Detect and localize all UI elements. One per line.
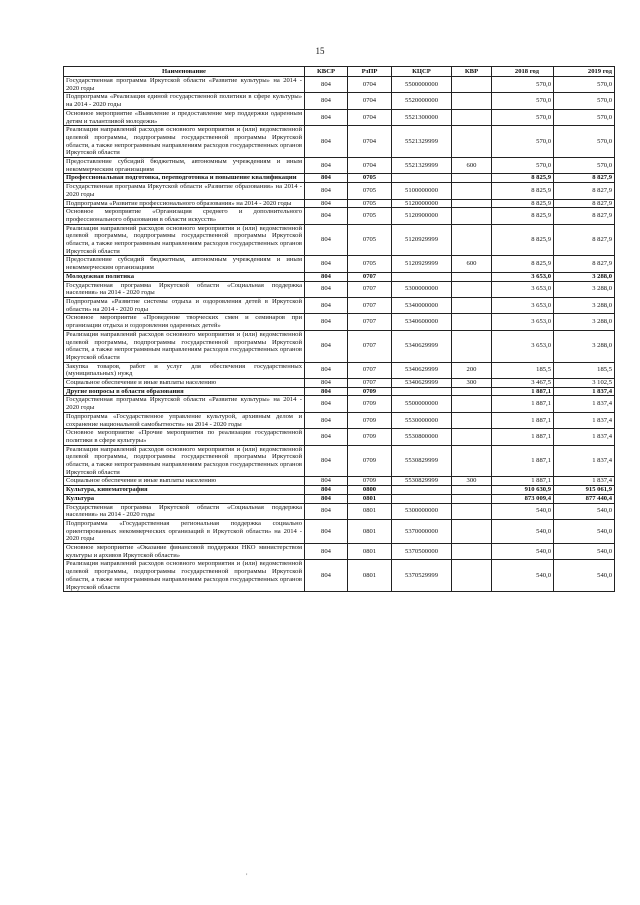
cell-rzpr: 0705: [348, 183, 392, 199]
cell-kvr: [452, 445, 492, 477]
cell-2019: 1 837,4: [554, 477, 615, 486]
cell-kvsr: 804: [305, 477, 348, 486]
cell-rzpr: 0800: [348, 486, 392, 495]
cell-kcsr: 5370500000: [392, 544, 452, 560]
cell-rzpr: 0801: [348, 560, 392, 592]
cell-name: Профессиональная подготовка, переподготовка и повышение квалификации: [64, 174, 305, 183]
cell-2019: 570,0: [554, 109, 615, 125]
cell-name: Государственная программа Иркутской области «Социальная поддержка населения» на 2014 - 2020 годы: [64, 503, 305, 519]
cell-name: Социальное обеспечение и иные выплаты населению: [64, 477, 305, 486]
cell-rzpr: 0704: [348, 109, 392, 125]
cell-rzpr: 0709: [348, 477, 392, 486]
cell-name: Реализация направлений расходов основного мероприятия и (или) ведомственной целевой программы, подпрограммы государственной программы Иркутской области, а также непрограммным направлениям расходов государственных органов Иркутской области: [64, 330, 305, 362]
cell-kcsr: 5530800000: [392, 429, 452, 445]
table-row: [64, 77, 615, 93]
cell-rzpr: 0709: [348, 387, 392, 396]
header-kcsr: КЦСР: [392, 67, 452, 77]
cell-rzpr: 0709: [348, 445, 392, 477]
cell-2018: 570,0: [492, 77, 554, 93]
cell-kvr: 600: [452, 256, 492, 272]
cell-kcsr: 5370529999: [392, 560, 452, 592]
cell-name: Реализация направлений расходов основного мероприятия и (или) ведомственной целевой программы, подпрограммы государственной программы Иркутской области, а также непрограммным направлениям расходов государственных органов Иркутской области: [64, 445, 305, 477]
cell-2018: 8 825,9: [492, 256, 554, 272]
cell-name: Основное мероприятие «Оказание финансовой поддержки НКО министерством культуры и архивов Иркутской области»: [64, 544, 305, 560]
cell-name: Подпрограмма «Государственная региональная поддержка социально ориентированных некоммерческих организаций в Иркутской области» на 2014 - 2020 годы: [64, 519, 305, 543]
cell-rzpr: 0705: [348, 224, 392, 256]
cell-kvsr: 804: [305, 494, 348, 503]
table-row: [64, 560, 615, 592]
cell-kvr: [452, 544, 492, 560]
cell-2018: 8 825,9: [492, 224, 554, 256]
cell-kvsr: 804: [305, 560, 348, 592]
cell-rzpr: 0709: [348, 429, 392, 445]
cell-rzpr: 0709: [348, 412, 392, 428]
cell-2019: 3 288,0: [554, 297, 615, 313]
cell-name: Предоставление субсидий бюджетным, автономным учреждениям и иным некоммерческим организациям: [64, 256, 305, 272]
cell-2019: 3 102,5: [554, 379, 615, 388]
cell-2018: 1 887,1: [492, 429, 554, 445]
cell-rzpr: 0704: [348, 126, 392, 158]
cell-2019: 540,0: [554, 544, 615, 560]
table-row: [64, 199, 615, 208]
cell-rzpr: 0709: [348, 396, 392, 412]
cell-kvsr: 804: [305, 362, 348, 378]
cell-kvr: 600: [452, 158, 492, 174]
cell-2018: 540,0: [492, 544, 554, 560]
cell-name: Государственная программа Иркутской области «Развитие образования» на 2014 - 2020 годы: [64, 183, 305, 199]
cell-name: Закупка товаров, работ и услуг для обеспечения государственных (муниципальных) нужд: [64, 362, 305, 378]
cell-2018: 8 825,9: [492, 174, 554, 183]
cell-kcsr: 5521300000: [392, 109, 452, 125]
cell-2018: 3 653,0: [492, 297, 554, 313]
cell-kcsr: 5120929999: [392, 224, 452, 256]
cell-kvr: [452, 272, 492, 281]
cell-name: Реализация направлений расходов основного мероприятия и (или) ведомственной целевой программы, подпрограммы государственной программы Иркутской области, а также непрограммным направлениям расходов государственных органов Иркутской области: [64, 224, 305, 256]
table-row: [64, 519, 615, 543]
cell-kvsr: 804: [305, 519, 348, 543]
cell-name: Подпрограмма «Развитие профессионального образования» на 2014 - 2020 годы: [64, 199, 305, 208]
cell-kvr: [452, 109, 492, 125]
cell-name: Культура, кинематография: [64, 486, 305, 495]
cell-kcsr: 5370000000: [392, 519, 452, 543]
cell-kvr: [452, 519, 492, 543]
cell-kcsr: 5340600000: [392, 314, 452, 330]
cell-rzpr: 0704: [348, 158, 392, 174]
cell-2018: 873 009,4: [492, 494, 554, 503]
table-row: [64, 208, 615, 224]
table-row: [64, 330, 615, 362]
cell-name: Основное мероприятие «Организация среднего и дополнительного профессионального образования в области искусств»: [64, 208, 305, 224]
cell-kvsr: 804: [305, 272, 348, 281]
cell-kcsr: [392, 174, 452, 183]
cell-kvsr: 804: [305, 126, 348, 158]
cell-kvsr: 804: [305, 77, 348, 93]
cell-rzpr: 0707: [348, 379, 392, 388]
cell-2018: 910 630,9: [492, 486, 554, 495]
table-section-row: [64, 174, 615, 183]
cell-kvsr: 804: [305, 281, 348, 297]
cell-kcsr: 5120000000: [392, 199, 452, 208]
cell-2019: 1 837,4: [554, 429, 615, 445]
cell-kvr: [452, 297, 492, 313]
cell-2019: 570,0: [554, 77, 615, 93]
cell-rzpr: 0707: [348, 314, 392, 330]
header-2018: 2018 год: [492, 67, 554, 77]
cell-name: Государственная программа Иркутской области «Развитие культуры» на 2014 - 2020 годы: [64, 396, 305, 412]
cell-kvsr: 804: [305, 486, 348, 495]
cell-kvsr: 804: [305, 109, 348, 125]
cell-kvr: [452, 199, 492, 208]
cell-kvr: [452, 503, 492, 519]
table-row: [64, 412, 615, 428]
cell-name: Основное мероприятие «Выявление и предоставление мер поддержки одаренным детям и талантливой молодежи»: [64, 109, 305, 125]
page-number: 15: [315, 46, 325, 56]
cell-rzpr: 0801: [348, 503, 392, 519]
cell-kvr: [452, 281, 492, 297]
cell-2018: 1 887,1: [492, 445, 554, 477]
table-row: [64, 183, 615, 199]
cell-kvr: [452, 77, 492, 93]
cell-kcsr: 5300000000: [392, 281, 452, 297]
header-kvsr: КВСР: [305, 67, 348, 77]
cell-rzpr: 0801: [348, 494, 392, 503]
cell-rzpr: 0707: [348, 330, 392, 362]
cell-2018: 3 653,0: [492, 330, 554, 362]
cell-2018: 570,0: [492, 158, 554, 174]
table-row: [64, 362, 615, 378]
cell-name: Предоставление субсидий бюджетным, автономным учреждениям и иным некоммерческим организациям: [64, 158, 305, 174]
cell-rzpr: 0704: [348, 93, 392, 109]
cell-kvsr: 804: [305, 93, 348, 109]
cell-kvsr: 804: [305, 445, 348, 477]
cell-2019: 877 440,4: [554, 494, 615, 503]
cell-2019: 8 827,9: [554, 183, 615, 199]
cell-kvr: 200: [452, 362, 492, 378]
cell-2018: 8 825,9: [492, 199, 554, 208]
cell-kvr: [452, 560, 492, 592]
cell-rzpr: 0707: [348, 297, 392, 313]
cell-rzpr: 0707: [348, 281, 392, 297]
cell-rzpr: 0704: [348, 77, 392, 93]
cell-2019: 570,0: [554, 126, 615, 158]
table-row: [64, 224, 615, 256]
cell-rzpr: 0705: [348, 256, 392, 272]
table-row: [64, 445, 615, 477]
cell-name: Государственная программа Иркутской области «Развитие культуры» на 2014 - 2020 годы: [64, 77, 305, 93]
cell-2019: 3 288,0: [554, 330, 615, 362]
cell-name: Культура: [64, 494, 305, 503]
cell-kvr: [452, 224, 492, 256]
cell-kvr: [452, 174, 492, 183]
cell-kvsr: 804: [305, 314, 348, 330]
cell-kcsr: 5340629999: [392, 379, 452, 388]
cell-2018: 1 887,1: [492, 387, 554, 396]
cell-name: Основное мероприятие «Проведение творческих смен и семинаров при организации отдыха и оздоровления одаренных детей»: [64, 314, 305, 330]
cell-rzpr: 0707: [348, 272, 392, 281]
cell-kcsr: 5500000000: [392, 77, 452, 93]
cell-kvsr: 804: [305, 387, 348, 396]
header-2019: 2019 год: [554, 67, 615, 77]
cell-2018: 1 887,1: [492, 477, 554, 486]
cell-name: Реализация направлений расходов основного мероприятия и (или) ведомственной целевой программы, подпрограммы государственной программы Иркутской области, а также непрограммным направлениям расходов государственных органов Иркутской области: [64, 126, 305, 158]
cell-kcsr: [392, 494, 452, 503]
cell-2018: 570,0: [492, 109, 554, 125]
budget-table: [63, 66, 615, 592]
cell-kcsr: 5530829999: [392, 477, 452, 486]
cell-kvr: [452, 396, 492, 412]
cell-name: Подпрограмма «Государственное управление культурой, архивным делом и сохранение национальной самобытности» на 2014 - 2020 годы: [64, 412, 305, 428]
table-row: [64, 93, 615, 109]
cell-2018: 8 825,9: [492, 208, 554, 224]
table-row: [64, 396, 615, 412]
cell-kvr: [452, 387, 492, 396]
table-row: [64, 281, 615, 297]
cell-2019: 570,0: [554, 158, 615, 174]
cell-kcsr: 5120900000: [392, 208, 452, 224]
header-name: Наименование: [64, 67, 305, 77]
cell-kcsr: [392, 272, 452, 281]
cell-2018: 540,0: [492, 560, 554, 592]
cell-2018: 3 653,0: [492, 272, 554, 281]
table-row: [64, 477, 615, 486]
cell-rzpr: 0801: [348, 544, 392, 560]
cell-kcsr: 5340000000: [392, 297, 452, 313]
cell-kcsr: [392, 486, 452, 495]
table-body: [64, 77, 615, 592]
header-kvr: КВР: [452, 67, 492, 77]
table-row: [64, 314, 615, 330]
cell-kvr: [452, 208, 492, 224]
cell-kvsr: 804: [305, 503, 348, 519]
cell-2019: 8 827,9: [554, 199, 615, 208]
table-row: [64, 256, 615, 272]
cell-kcsr: 5340629999: [392, 330, 452, 362]
table-header-row: [64, 67, 615, 77]
header-rzpr: РзПР: [348, 67, 392, 77]
table-row: [64, 109, 615, 125]
cell-2019: 185,5: [554, 362, 615, 378]
cell-2019: 3 288,0: [554, 281, 615, 297]
table-row: [64, 297, 615, 313]
cell-kvsr: 804: [305, 396, 348, 412]
cell-rzpr: 0705: [348, 174, 392, 183]
cell-2019: 570,0: [554, 93, 615, 109]
cell-rzpr: 0705: [348, 208, 392, 224]
cell-name: Реализация направлений расходов основного мероприятия и (или) ведомственной целевой программы, подпрограммы государственной программы Иркутской области, а также непрограммным направлениям расходов государственных органов Иркутской области: [64, 560, 305, 592]
cell-2019: 1 837,4: [554, 396, 615, 412]
cell-kvr: 300: [452, 477, 492, 486]
cell-name: Другие вопросы в области образования: [64, 387, 305, 396]
table-section-row: [64, 387, 615, 396]
cell-2019: 8 827,9: [554, 256, 615, 272]
cell-2018: 185,5: [492, 362, 554, 378]
table-row: [64, 429, 615, 445]
cell-kvsr: 804: [305, 379, 348, 388]
cell-kcsr: 5520000000: [392, 93, 452, 109]
cell-kvsr: 804: [305, 174, 348, 183]
cell-kvsr: 804: [305, 224, 348, 256]
cell-name: Основное мероприятие «Прочие мероприятия по реализации государственной политики в сфере культуры»: [64, 429, 305, 445]
scan-mark: ,: [246, 870, 248, 876]
table-row: [64, 503, 615, 519]
cell-name: Подпрограмма «Развитие системы отдыха и оздоровления детей в Иркутской области» на 2014 - 2020 годы: [64, 297, 305, 313]
cell-kcsr: 5340629999: [392, 362, 452, 378]
cell-kcsr: 5300000000: [392, 503, 452, 519]
cell-kcsr: 5530000000: [392, 412, 452, 428]
cell-kvr: [452, 183, 492, 199]
cell-rzpr: 0801: [348, 519, 392, 543]
cell-kcsr: 5530829999: [392, 445, 452, 477]
cell-kvr: [452, 429, 492, 445]
cell-2019: 8 827,9: [554, 208, 615, 224]
cell-kvr: [452, 494, 492, 503]
cell-2018: 3 653,0: [492, 314, 554, 330]
cell-rzpr: 0707: [348, 362, 392, 378]
cell-2018: 540,0: [492, 519, 554, 543]
cell-rzpr: 0705: [348, 199, 392, 208]
cell-2019: 915 061,9: [554, 486, 615, 495]
cell-kvsr: 804: [305, 158, 348, 174]
cell-kvsr: 804: [305, 208, 348, 224]
cell-2019: 3 288,0: [554, 314, 615, 330]
cell-name: Государственная программа Иркутской области «Социальная поддержка населения» на 2014 - 2020 годы: [64, 281, 305, 297]
table-row: [64, 544, 615, 560]
cell-kcsr: 5521329999: [392, 158, 452, 174]
cell-kvsr: 804: [305, 412, 348, 428]
table-section-row: [64, 486, 615, 495]
cell-name: Социальное обеспечение и иные выплаты населению: [64, 379, 305, 388]
cell-2019: 1 837,4: [554, 387, 615, 396]
cell-kvr: [452, 486, 492, 495]
cell-2018: 1 887,1: [492, 412, 554, 428]
cell-kvsr: 804: [305, 429, 348, 445]
cell-2019: 1 837,4: [554, 445, 615, 477]
cell-kvsr: 804: [305, 330, 348, 362]
cell-kcsr: [392, 387, 452, 396]
cell-2019: 540,0: [554, 560, 615, 592]
cell-kvsr: 804: [305, 297, 348, 313]
cell-2019: 8 827,9: [554, 224, 615, 256]
cell-2018: 570,0: [492, 93, 554, 109]
table-row: [64, 379, 615, 388]
cell-2018: 3 653,0: [492, 281, 554, 297]
cell-kcsr: 5500000000: [392, 396, 452, 412]
table-row: [64, 158, 615, 174]
cell-kcsr: 5120929999: [392, 256, 452, 272]
table-section-row: [64, 272, 615, 281]
cell-kcsr: 5100000000: [392, 183, 452, 199]
cell-name: Подпрограмма «Реализация единой государственной политики в сфере культуры» на 2014 - 2020 годы: [64, 93, 305, 109]
cell-name: Молодежная политика: [64, 272, 305, 281]
cell-kvsr: 804: [305, 544, 348, 560]
cell-kvsr: 804: [305, 199, 348, 208]
table-section-row: [64, 494, 615, 503]
cell-kvr: [452, 314, 492, 330]
cell-2019: 8 827,9: [554, 174, 615, 183]
cell-2018: 3 467,5: [492, 379, 554, 388]
cell-kvsr: 804: [305, 183, 348, 199]
cell-kvr: [452, 93, 492, 109]
cell-kvr: 300: [452, 379, 492, 388]
cell-2018: 1 887,1: [492, 396, 554, 412]
cell-2019: 3 288,0: [554, 272, 615, 281]
cell-kvr: [452, 126, 492, 158]
cell-2018: 570,0: [492, 126, 554, 158]
cell-2019: 1 837,4: [554, 412, 615, 428]
table-row: [64, 126, 615, 158]
cell-2018: 8 825,9: [492, 183, 554, 199]
cell-kvsr: 804: [305, 256, 348, 272]
cell-2018: 540,0: [492, 503, 554, 519]
cell-kcsr: 5521329999: [392, 126, 452, 158]
cell-2019: 540,0: [554, 519, 615, 543]
cell-kvr: [452, 330, 492, 362]
cell-kvr: [452, 412, 492, 428]
cell-2019: 540,0: [554, 503, 615, 519]
